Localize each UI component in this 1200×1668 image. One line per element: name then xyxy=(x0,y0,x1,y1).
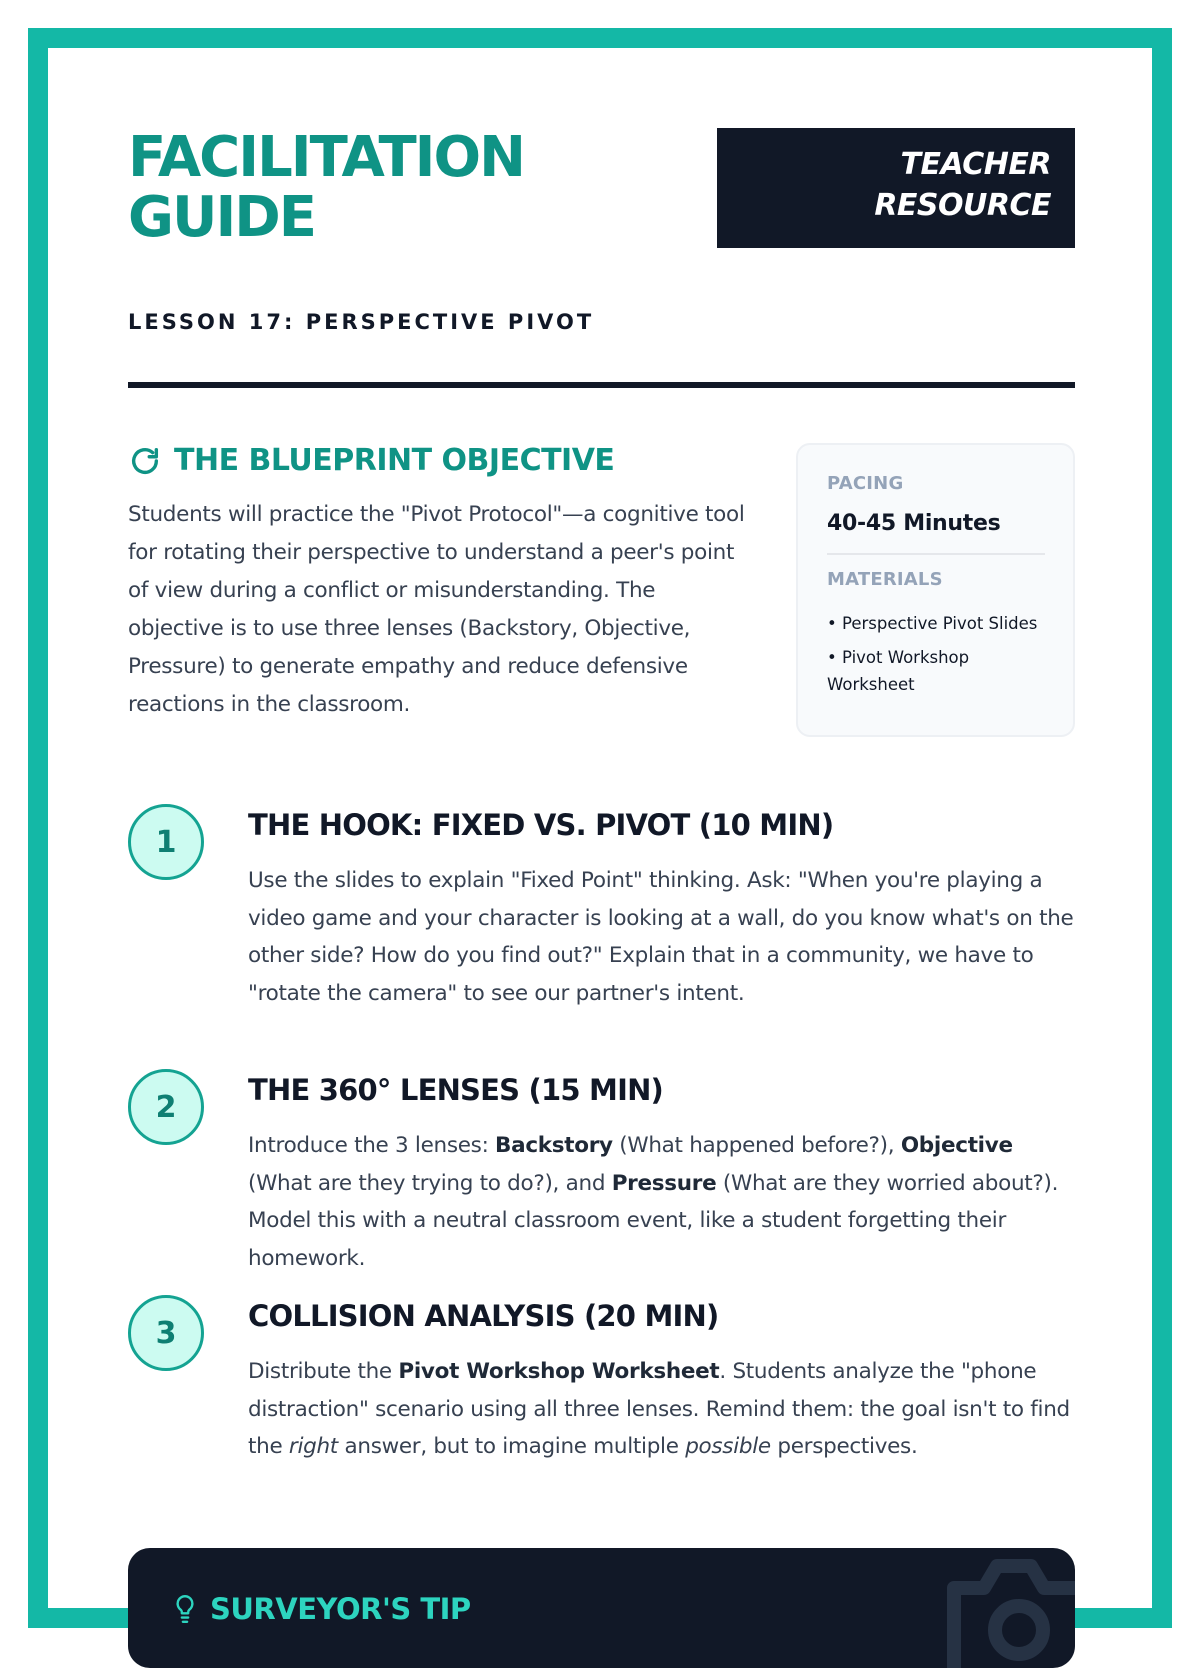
card-divider xyxy=(827,553,1045,555)
document-page xyxy=(48,48,1152,1626)
text-run: (What happened before?), xyxy=(612,1133,901,1158)
step-text xyxy=(248,1127,1075,1277)
text-run: . Students analyze the "phone distraction" scenario using all three lenses. Remind them: the goal isn't to find the xyxy=(248,1359,1070,1459)
term-backstory: Backstory xyxy=(495,1133,613,1158)
text-run: (What are they trying to do?), and xyxy=(248,1170,612,1196)
camera-icon xyxy=(939,1548,1075,1668)
page-title xyxy=(128,125,648,250)
step-number-badge: 1 xyxy=(128,804,204,880)
text-run: Introduce the 3 lenses: xyxy=(248,1133,496,1158)
step-text: Use the slides to explain "Fixed Point" thinking. Ask: "When you're playing a video game and your character is looking at a wall, do you know what's on the other side? How do you find out?" Explain that in a community, we have to "rotate the camera" to see our partner's intent. xyxy=(248,868,1074,1006)
title-line-2: GUIDE xyxy=(128,185,316,250)
materials-list xyxy=(827,610,1045,698)
badge-line-1: TEACHER xyxy=(900,147,1051,182)
header-divider xyxy=(128,382,1075,388)
teacher-resource-badge xyxy=(717,128,1075,248)
text-run: Distribute the xyxy=(248,1359,399,1384)
step-number-badge: 2 xyxy=(128,1069,204,1145)
step-title: COLLISION ANALYSIS (20 MIN) xyxy=(248,1299,719,1333)
tip-heading xyxy=(172,1592,471,1626)
term-pressure: Pressure xyxy=(611,1170,717,1196)
rotate-icon xyxy=(128,444,162,478)
badge-line-2: RESOURCE xyxy=(874,188,1051,223)
objective-heading xyxy=(128,443,748,478)
emphasis-right: right xyxy=(288,1434,338,1459)
lesson-subtitle: LESSON 17: PERSPECTIVE PIVOT xyxy=(128,310,595,334)
materials-label: MATERIALS xyxy=(827,569,943,590)
term-objective: Objective xyxy=(900,1133,1013,1158)
step-text xyxy=(248,1353,1075,1466)
step-title: THE HOOK: FIXED VS. PIVOT (10 MIN) xyxy=(248,808,834,842)
pacing-label: PACING xyxy=(827,473,904,494)
text-run: perspectives. xyxy=(770,1434,918,1459)
objective-section xyxy=(128,443,748,724)
step-body xyxy=(248,804,1075,1012)
title-line-1: FACILITATION xyxy=(128,125,524,190)
step-number-badge: 3 xyxy=(128,1295,204,1371)
text-run: answer, but to imagine multiple xyxy=(337,1434,686,1459)
step-body xyxy=(248,1295,1075,1466)
header xyxy=(128,125,1075,388)
objective-title: THE BLUEPRINT OBJECTIVE xyxy=(174,443,615,478)
lightbulb-icon xyxy=(172,1593,198,1625)
objective-text: Students will practice the "Pivot Protocol"—a cognitive tool for rotating their perspective to understand a peer's point of view during a conflict or misunderstanding. The objective is to use three lenses (Backstory, Objective, Pressure) to generate empathy and reduce defensive reactions in the classroom. xyxy=(128,502,745,717)
material-item: • Pivot Workshop Worksheet xyxy=(827,648,970,694)
tip-title: SURVEYOR'S TIP xyxy=(210,1592,471,1626)
term-worksheet: Pivot Workshop Worksheet xyxy=(398,1359,720,1384)
pacing-materials-card xyxy=(796,443,1075,737)
text-run: (What are they worried about?). Model this with a neutral classroom event, like a student forgetting their homework. xyxy=(248,1170,1059,1271)
step-body xyxy=(248,1069,1075,1277)
surveyors-tip-box xyxy=(128,1548,1075,1668)
material-item: • Perspective Pivot Slides xyxy=(827,614,1038,633)
pacing-value: 40-45 Minutes xyxy=(827,511,1001,536)
emphasis-possible: possible xyxy=(685,1434,771,1459)
step-title: THE 360° LENSES (15 MIN) xyxy=(248,1073,664,1107)
